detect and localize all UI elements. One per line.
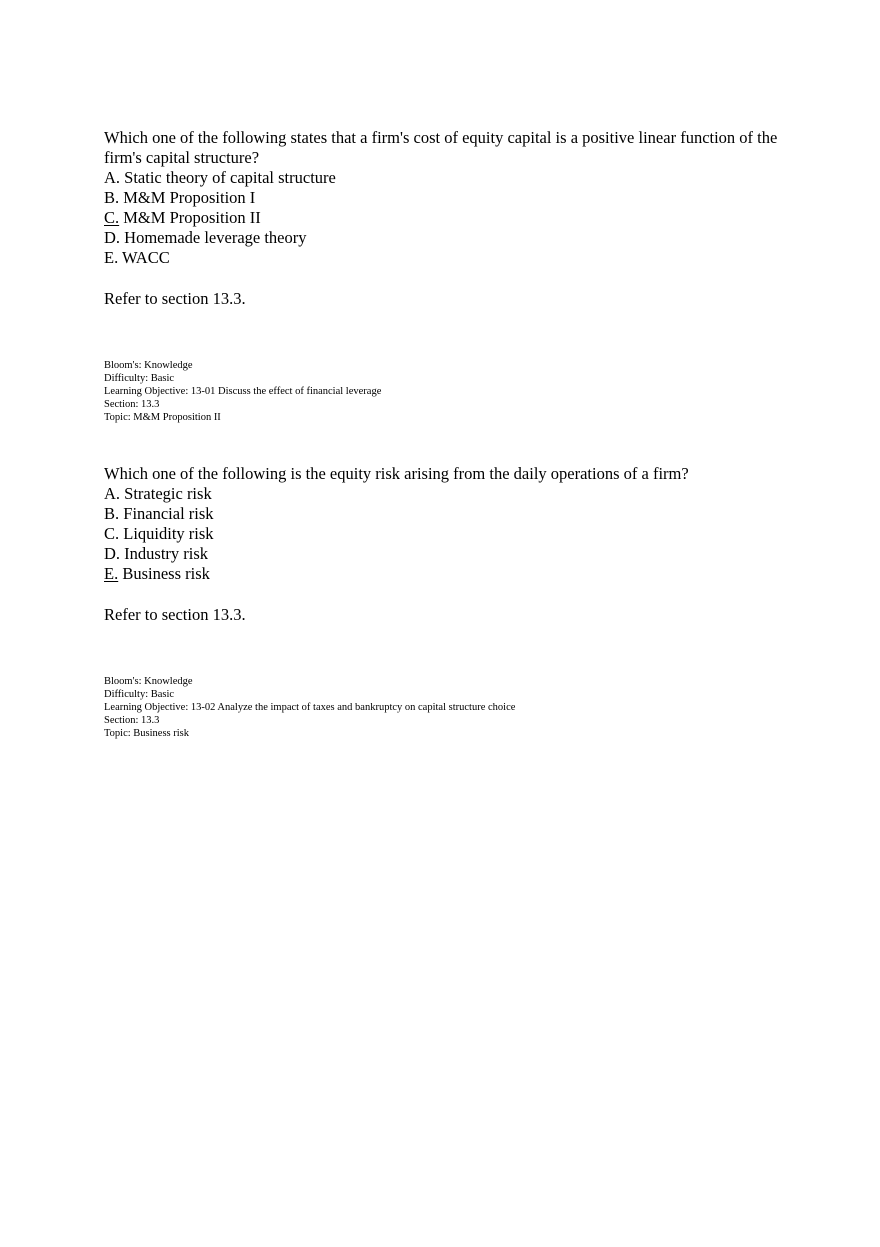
- question-stem: Which one of the following is the equity risk arising from the daily operations of a firm?: [104, 464, 689, 483]
- option-letter: D.: [104, 544, 121, 563]
- topic: Topic: M&M Proposition II: [104, 412, 221, 423]
- option-text: Industry risk: [124, 544, 209, 563]
- option-text: Liquidity risk: [123, 524, 214, 543]
- correct-option-letter: C.: [104, 208, 120, 227]
- answer-options: [104, 168, 784, 268]
- difficulty: Difficulty: Basic: [104, 689, 175, 700]
- option-text: WACC: [122, 248, 170, 267]
- option-letter: C.: [104, 524, 120, 543]
- correct-option-letter: E.: [104, 564, 119, 583]
- answer-option-d: [104, 544, 784, 564]
- learning-objective: Learning Objective: 13-01 Discuss the effect of financial leverage: [104, 386, 382, 397]
- answer-option-e: [104, 564, 784, 584]
- option-text: Financial risk: [123, 504, 214, 523]
- option-text: Strategic risk: [124, 484, 212, 503]
- option-letter: B.: [104, 188, 120, 207]
- question-2: [104, 464, 784, 740]
- option-letter: D.: [104, 228, 121, 247]
- answer-options: [104, 484, 784, 584]
- learning-objective: Learning Objective: 13-02 Analyze the impact of taxes and bankruptcy on capital structure choice: [104, 702, 516, 713]
- option-text: Business risk: [122, 564, 210, 583]
- option-text: Homemade leverage theory: [124, 228, 307, 247]
- answer-option-a: [104, 168, 784, 188]
- reference-note: Refer to section 13.3.: [104, 289, 246, 308]
- answer-option-c: [104, 524, 784, 544]
- option-text: Static theory of capital structure: [124, 168, 336, 187]
- section: Section: 13.3: [104, 399, 160, 410]
- option-letter: B.: [104, 504, 120, 523]
- option-letter: A.: [104, 168, 121, 187]
- answer-option-b: [104, 188, 784, 208]
- question-metadata: [104, 675, 784, 740]
- answer-option-b: [104, 504, 784, 524]
- question-metadata: [104, 359, 784, 424]
- section: Section: 13.3: [104, 715, 160, 726]
- option-letter: A.: [104, 484, 121, 503]
- option-letter: E.: [104, 248, 119, 267]
- question-stem: Which one of the following states that a firm's cost of equity capital is a positive linear function of the firm's capital structure?: [104, 128, 778, 167]
- question-1: [104, 128, 784, 424]
- option-text: M&M Proposition I: [123, 188, 256, 207]
- blooms-level: Bloom's: Knowledge: [104, 676, 193, 687]
- answer-option-c: [104, 208, 784, 228]
- option-text: M&M Proposition II: [123, 208, 261, 227]
- answer-option-d: [104, 228, 784, 248]
- blooms-level: Bloom's: Knowledge: [104, 360, 193, 371]
- difficulty: Difficulty: Basic: [104, 373, 175, 384]
- reference-note: Refer to section 13.3.: [104, 605, 246, 624]
- topic: Topic: Business risk: [104, 728, 190, 739]
- answer-option-a: [104, 484, 784, 504]
- answer-option-e: [104, 248, 784, 268]
